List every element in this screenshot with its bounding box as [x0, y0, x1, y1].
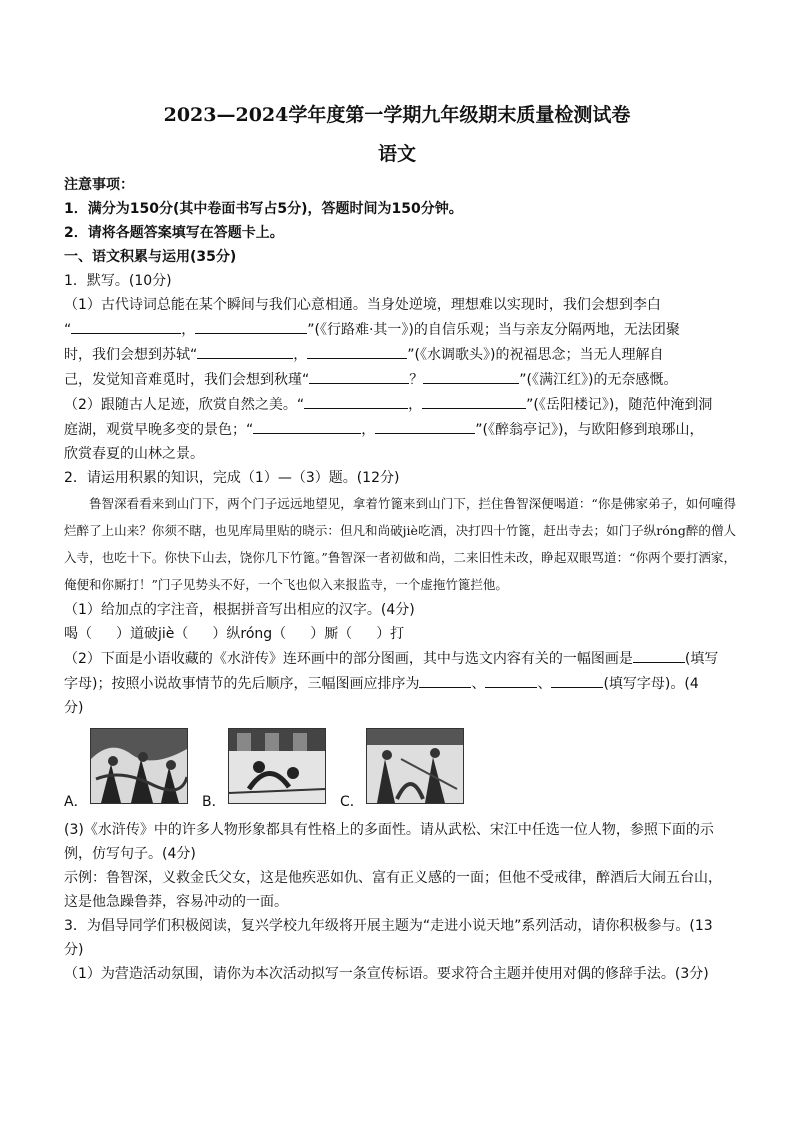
answer-blank[interactable] [307, 342, 407, 359]
exam-subject: 语文 [377, 143, 416, 165]
q2-passage: 鲁智深看看来到山门下，两个门子远远地望见，拿着竹篦来到山门下，拦住鲁智深便喝道：“你是佛家弟子，如何噇得烂醉了上山来？你须不瞎，也见库局里贴的晓示：但凡和尚破jiè吃酒，决打四十竹篦，赶出寺去；如门子纵róng醉的僧人入寺，也吃十下。你快下山去，饶你几下竹篦。”鲁智深一者初做和尚，二来旧性未改，睁起双眼骂道：“你两个要打洒家，俺便和你厮打！”门子见势头不好，一个飞也似入来报监寺，一个虚拖竹篦拦他。 [64, 496, 736, 592]
image-label-b: B． [202, 794, 226, 810]
notice-item-2: 2．请将各题答案填写在答题卡上。 [64, 225, 284, 241]
q1-line-5: （2）跟随古人足迹，欣赏自然之美。“ ， ”(《岳阳楼记》)，随范仲淹到洞 [64, 392, 736, 417]
q1-line-4: 己，发觉知音难觅时，我们会想到秋瑾“ ？ ”(《满江红》)的无奈感慨。 [64, 367, 736, 392]
q2-sub2-line-1: （2）下面是小语收藏的《水浒传》连环画中的部分图画，其中与选文内容有关的一幅图画是 (填写 [64, 646, 736, 671]
comic-picture-a [90, 728, 188, 804]
q1-line-2: “ ， ”(《行路难·其一》)的自信乐观；当与亲友分隔两地，无法团聚 [64, 317, 736, 342]
answer-blank[interactable] [197, 342, 293, 359]
answer-blank[interactable] [304, 392, 408, 409]
answer-blank[interactable] [71, 317, 181, 334]
answer-blank[interactable] [633, 646, 685, 663]
answer-blank[interactable] [419, 671, 471, 688]
exam-title: 2023—2024学年度第一学期九年级期末质量检测试卷 [163, 104, 631, 126]
q2-example-line-1: 示例：鲁智深，义救金氏父女，这是他疾恶如仇、富有正义感的一面；但他不受戒律，醉酒后大闹五台山， [64, 870, 722, 886]
image-label-c: C． [340, 794, 364, 810]
pinyin-item: 纵róng（ ） [226, 626, 325, 642]
q2-pinyin-row [64, 622, 736, 646]
answer-blank[interactable] [195, 317, 307, 334]
q2-example-line-2: 这是他急躁鲁莽，容易冲动的一面。 [64, 894, 288, 910]
answer-blank[interactable] [253, 417, 361, 434]
q2-sub2-line-3: 分) [64, 700, 84, 716]
q1-stem: 1．默写。(10分) [64, 273, 172, 289]
q1-line-3: 时，我们会想到苏轼“ ， ”(《水调歌头》)的祝福思念；当无人理解自 [64, 342, 736, 367]
q2-sub3-line-2: 例，仿写句子。(4分) [64, 846, 196, 862]
pinyin-item: 喝（ ）道 [64, 626, 144, 642]
q3-stem-line-2: 分) [64, 942, 84, 958]
q3-sub1: （1）为营造活动氛围，请你为本次活动拟写一条宣传标语。要求符合主题并使用对偶的修辞手法。(3分) [64, 966, 709, 982]
q1-line-1: （1）古代诗词总能在某个瞬间与我们心意相通。当身处逆境，理想难以实现时，我们会想到李白 [64, 297, 661, 313]
section-heading: 一、语文积累与运用(35分) [64, 249, 237, 265]
pinyin-item: 破jiè（ ） [144, 626, 227, 642]
answer-blank[interactable] [551, 671, 603, 688]
comic-picture-b [228, 728, 326, 804]
comic-images [64, 728, 736, 814]
answer-blank[interactable] [309, 367, 409, 384]
q2-sub1: （1）给加点的字注音，根据拼音写出相应的汉字。(4分) [64, 602, 415, 618]
image-label-a: A． [64, 794, 88, 810]
notice-heading: 注意事项： [64, 177, 134, 193]
comic-picture-c [366, 728, 464, 804]
q2-sub2-line-2: 字母)；按照小说故事情节的先后顺序，三幅图画应排序为 、 、 (填写字母)。(4 [64, 671, 736, 696]
q1-line-7: 欣赏春夏的山林之景。 [64, 446, 204, 462]
answer-blank[interactable] [422, 392, 526, 409]
notice-item-1: 1．满分为150分(其中卷面书写占5分)，答题时间为150分钟。 [64, 201, 463, 217]
q1-line-6: 庭湖，观赏早晚多变的景色；“ ， ”(《醉翁亭记》)，与欧阳修到琅琊山， [64, 417, 736, 442]
pinyin-item: 厮（ ）打 [324, 626, 405, 642]
answer-blank[interactable] [423, 367, 519, 384]
answer-blank[interactable] [485, 671, 537, 688]
answer-blank[interactable] [375, 417, 475, 434]
exam-body [64, 173, 736, 986]
q2-stem: 2．请运用积累的知识，完成（1）—（3）题。(12分) [64, 470, 400, 486]
q3-stem-line-1: 3．为倡导同学们积极阅读，复兴学校九年级将开展主题为“走进小说天地”系列活动，请你积极参与。(13 [64, 918, 713, 934]
q2-sub3-line-1: (3)《水浒传》中的许多人物形象都具有性格上的多面性。请从武松、宋江中任选一位人物，参照下面的示 [64, 822, 714, 838]
